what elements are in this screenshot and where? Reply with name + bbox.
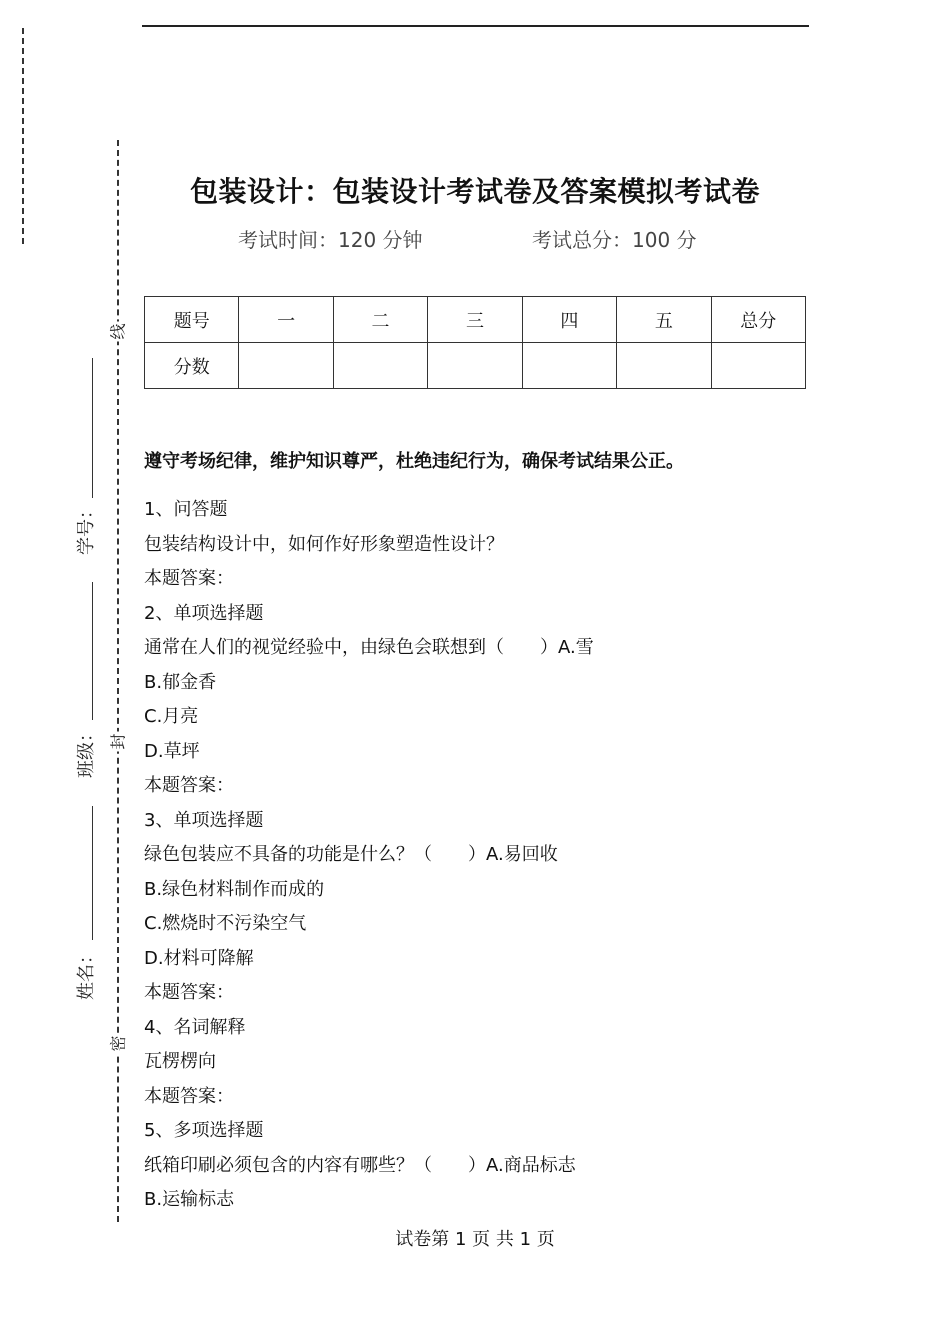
question-line: 5、多项选择题 [144,1120,264,1141]
class-line-upper [92,582,93,720]
question-line: 纸箱印刷必须包含的内容有哪些？（ ）A.商品标志 [144,1154,576,1176]
option-line: C.燃烧时不污染空气 [144,913,307,934]
binding-char-mi: 密 [106,1034,129,1054]
answer-line: 本题答案： [144,568,234,589]
exam-time: 考试时间：120 分钟 [238,228,423,252]
score-header-cell: 四 [522,297,616,343]
question-line: 2、单项选择题 [144,602,264,624]
top-rule [142,25,809,27]
binding-dash-line [117,140,119,1222]
score-row-label: 分数 [145,343,239,389]
exam-total: 考试总分：100 分 [532,228,697,252]
name-label: 姓名： [76,946,97,1000]
option-line: B.运输标志 [144,1189,235,1210]
score-header-cell: 二 [333,297,427,343]
score-header-cell: 一 [239,297,333,343]
binding-char-xian: 线 [106,322,129,342]
score-cell[interactable] [239,343,333,389]
binding-char-feng: 封 [106,732,129,752]
question-line: 1、问答题 [144,499,228,520]
option-line: B.绿色材料制作而成的 [144,878,325,900]
exam-title: 包装设计：包装设计考试卷及答案模拟考试卷 [189,175,760,208]
question-list [144,493,824,1218]
score-table-header-row [145,297,806,343]
student-id-label: 学号： [76,501,97,555]
score-cell[interactable] [711,343,805,389]
question-line: 瓦楞楞向 [144,1051,216,1072]
question-line: 通常在人们的视觉经验中，由绿色会联想到（ ）A.雪 [144,637,594,658]
answer-line: 本题答案： [144,1085,234,1107]
score-table [144,296,806,389]
page-footer: 试卷第 1 页 共 1 页 [395,1229,555,1250]
score-cell[interactable] [617,343,711,389]
score-cell[interactable] [428,343,522,389]
answer-line: 本题答案： [144,982,234,1003]
binding-dash-short [22,28,24,244]
score-header-cell: 三 [428,297,522,343]
score-header-cell: 五 [617,297,711,343]
score-cell[interactable] [333,343,427,389]
option-line: B.郁金香 [144,671,217,693]
exam-notice: 遵守考场纪律，维护知识尊严，杜绝违纪行为，确保考试结果公正。 [144,451,684,472]
score-header-cell: 题号 [145,297,239,343]
score-table-score-row [145,343,806,389]
option-line: D.草坪 [144,740,200,762]
option-line: C.月亮 [144,706,199,727]
name-line [92,806,93,940]
question-line: 包装结构设计中，如何作好形象塑造性设计？ [144,533,504,555]
question-line: 绿色包装应不具备的功能是什么？（ ）A.易回收 [144,844,558,865]
class-label: 班级： [76,724,97,778]
question-line: 3、单项选择题 [144,809,264,831]
question-line: 4、名词解释 [144,1016,246,1038]
score-cell[interactable] [522,343,616,389]
option-line: D.材料可降解 [144,947,254,969]
answer-line: 本题答案： [144,775,234,796]
score-header-cell: 总分 [711,297,805,343]
student-id-line [92,358,93,498]
